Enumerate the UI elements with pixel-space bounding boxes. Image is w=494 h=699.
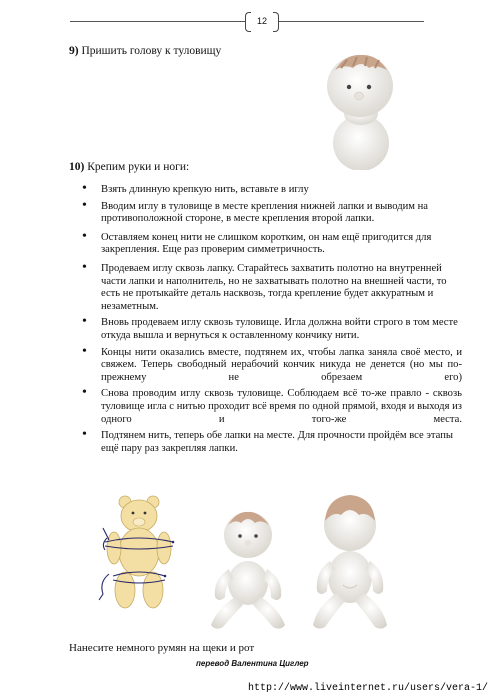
list-item-text: Вводим иглу в туловище в месте крепления нижней лапки и выводим на противоположной стороне, в месте крепления второй лапки.: [101, 200, 428, 225]
step-10-text: Крепим руки и ноги:: [87, 161, 190, 173]
list-item-text: Подтянем нить, теперь обе лапки на месте. Для прочности пройдём все этапы ещё пару раз закрепляя лапки.: [101, 430, 453, 454]
source-url-link[interactable]: http://www.liveinternet.ru/users/vera-1/: [248, 683, 489, 694]
step-10-number: 10): [69, 161, 85, 173]
list-item: [82, 317, 462, 342]
list-item: [82, 430, 462, 455]
step-10-title: [69, 161, 189, 173]
bear-sketch-diagram: [95, 494, 183, 614]
list-item: [82, 388, 462, 426]
list-item-text-continued: денется (но мы по-прежнему не обрезаем его): [101, 359, 462, 383]
list-item-text: Продеваем иглу сквозь лапку. Старайтесь захватить полотно на внутренней части лапки и наполнитель, но не захватывать полотно на внешней части, то есть не протыкайте деталь насквозь, тогда крепление будет аккуратным и незаметным.: [101, 262, 447, 312]
list-item-text: Снова проводим иглу сквозь туловище. Соблюдаем всё то-же правло - сквозь туловище игла с нитью проходит всё время по одной прямой, входя и выходя из одного и того-же места.: [101, 388, 462, 425]
doll-back-illustration: [303, 481, 396, 636]
list-item: [82, 347, 462, 385]
list-item-text: Взять длинную крепкую нить, вставьте в иглу: [101, 184, 309, 195]
doll-front-illustration: [203, 499, 293, 635]
doll-head-illustration: [305, 40, 415, 170]
translator-credit: перевод Валентина Циглер: [196, 659, 309, 668]
list-item-text: Оставляем конец нити не слишком коротким, он нам ещё пригодится для закрепления. Еще раз проверим симметричность.: [101, 231, 432, 256]
instruction-list: [82, 184, 462, 459]
list-item-text: Концы нити оказались вместе, подтянем их, чтобы лапка заняла своё место, и свяжем. Теперь свободный нерабочий кончик никуда не: [101, 346, 462, 371]
header-rule-right: [279, 21, 424, 22]
step-9-number: 9): [69, 45, 79, 57]
list-item-text: Вновь продеваем иглу сквозь туловище. Игла должна войти строго в том месте откуда вышла и вернуться к оставленному кончику нити.: [101, 317, 458, 341]
caption: Нанесите немного румян на щеки и рот: [69, 642, 255, 654]
step-9-text: Пришить голову к туловищу: [81, 45, 222, 57]
doll-back-photo: [303, 481, 396, 636]
page-number: [245, 10, 279, 32]
page-number-text: 12: [256, 16, 267, 26]
list-item: [82, 201, 462, 226]
doll-front-photo: [203, 499, 293, 635]
header-rule-left: [70, 21, 245, 22]
bear-sketch-illustration: [95, 494, 183, 614]
list-item: [82, 263, 462, 313]
list-item: [82, 184, 462, 197]
step-9-title: [69, 45, 221, 57]
list-item: [82, 232, 462, 257]
doll-head-photo: [305, 40, 415, 170]
